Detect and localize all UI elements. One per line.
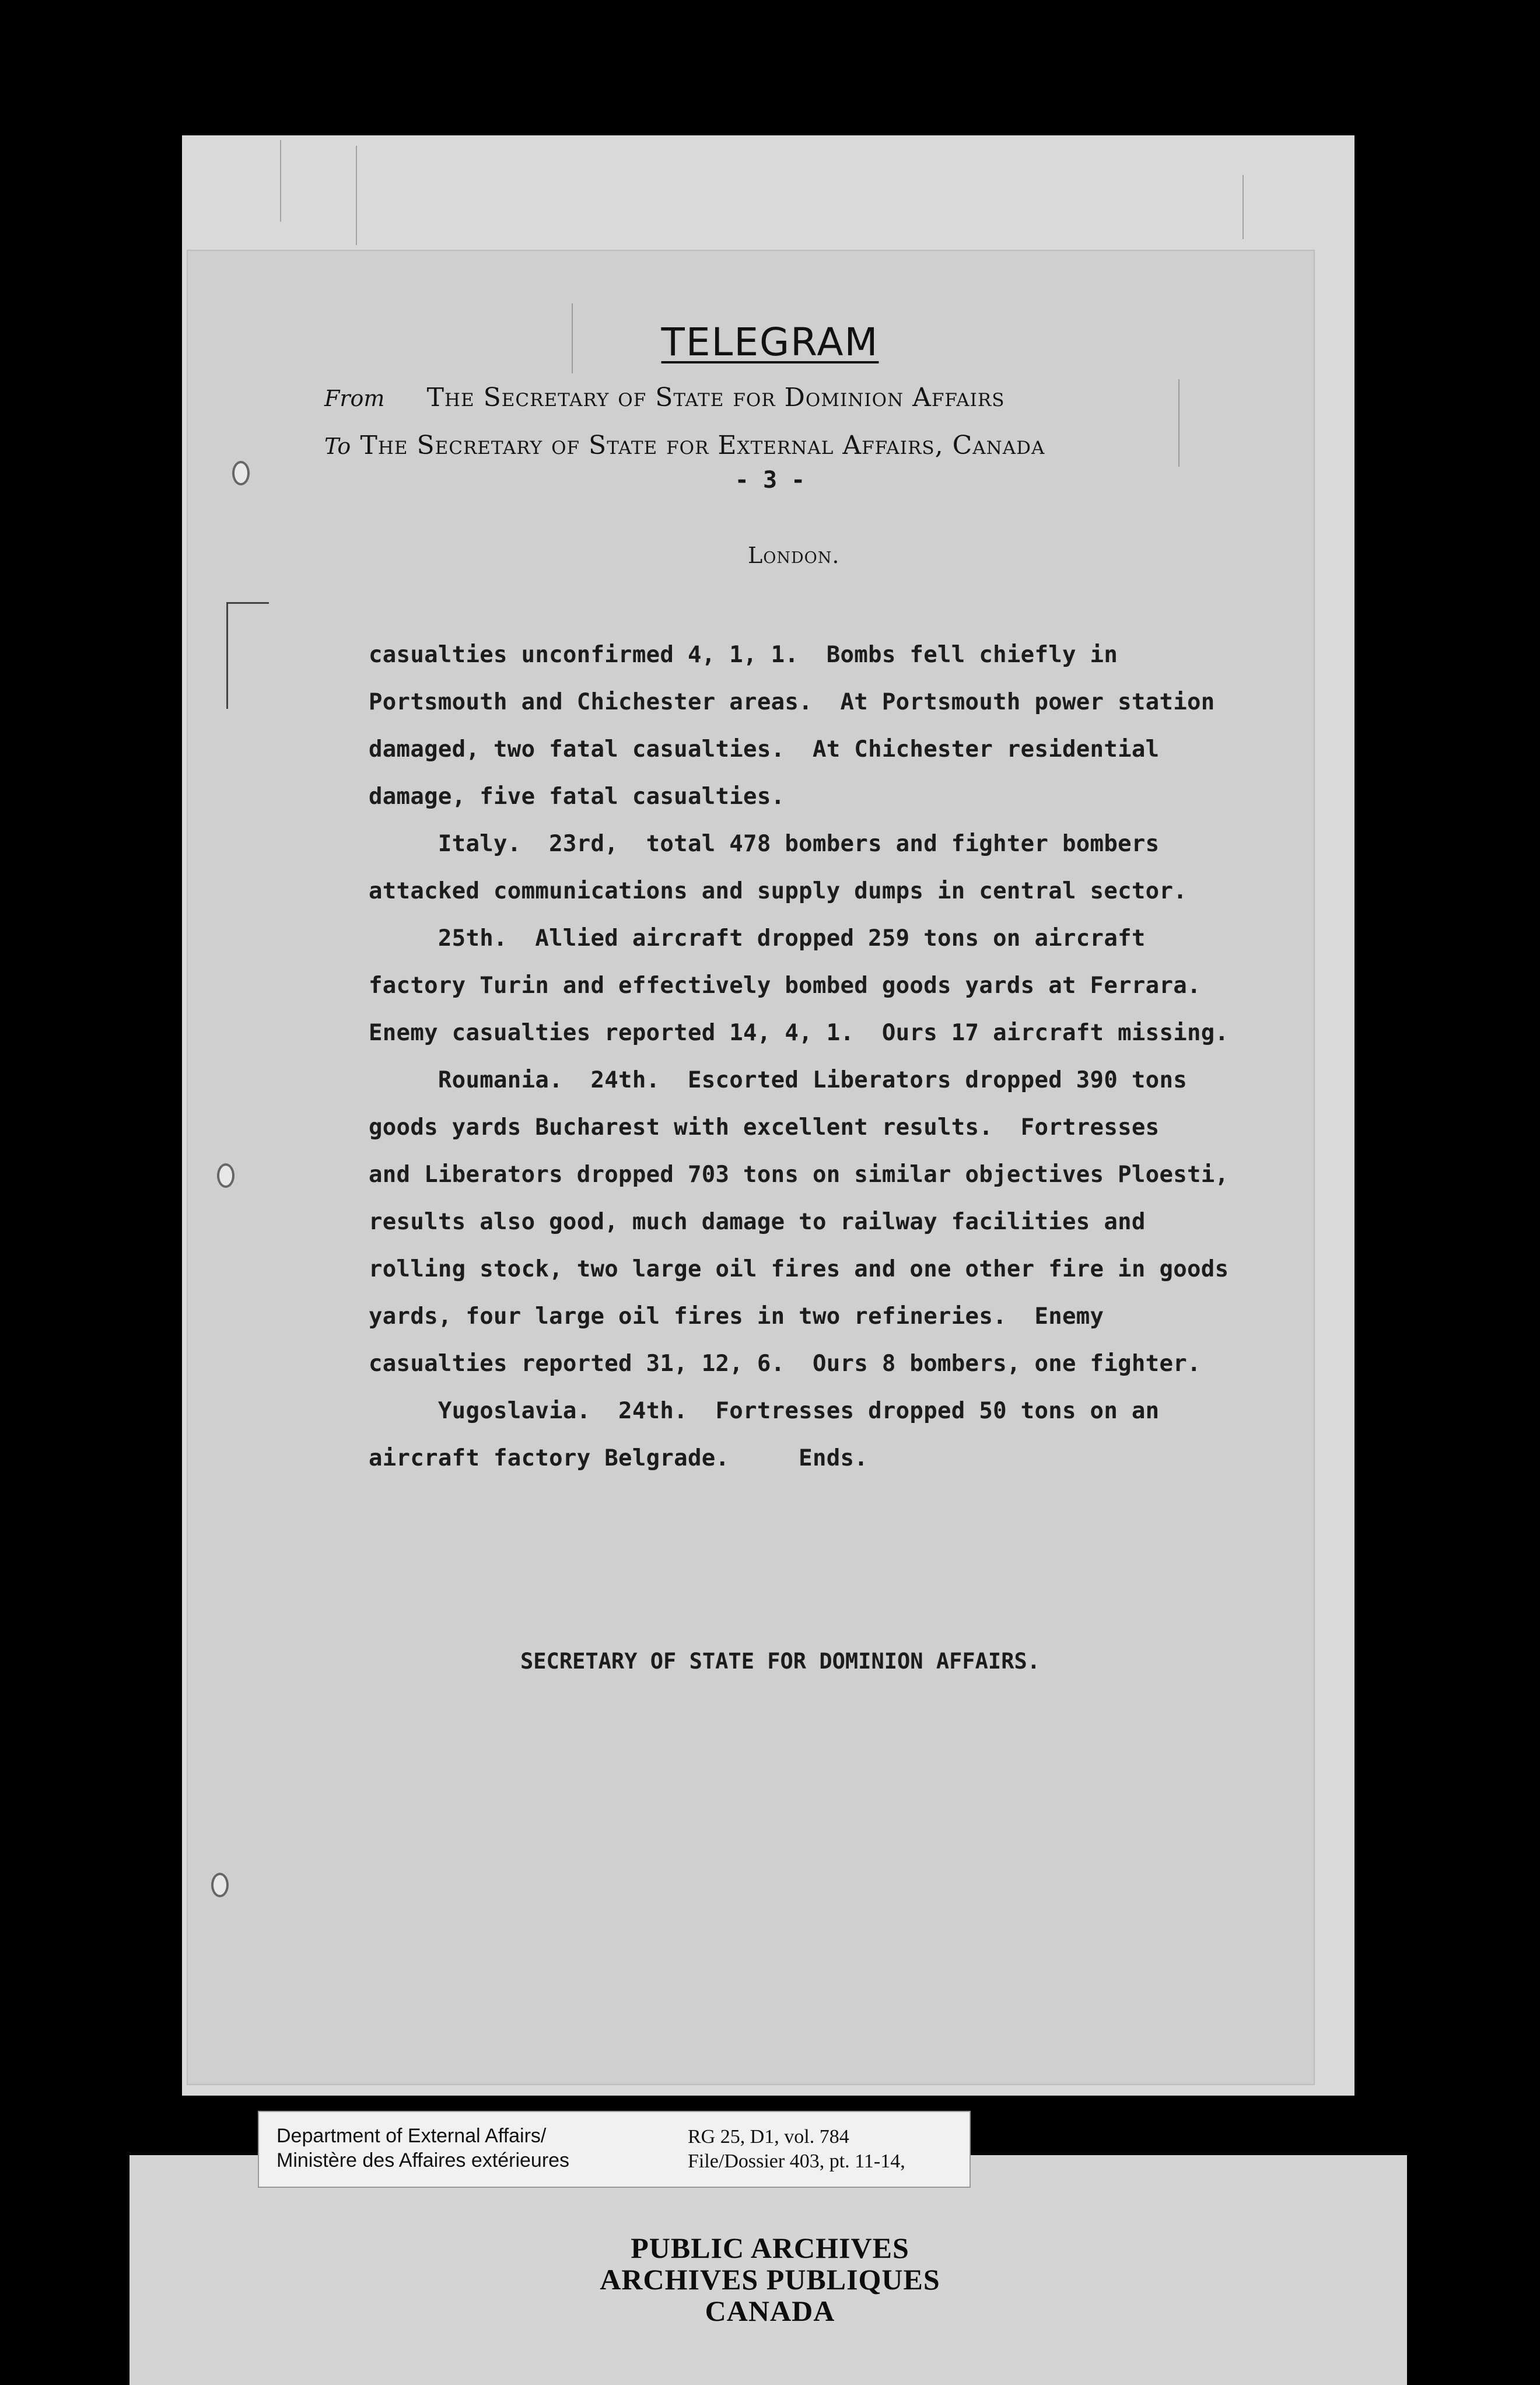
- telegram-title: [0, 320, 1540, 365]
- body-line: rolling stock, two large oil fires and one other fire in goods: [369, 1256, 1229, 1282]
- signature-line: SECRETARY OF STATE FOR DOMINION AFFAIRS.: [520, 1649, 1041, 1674]
- body-line: Yugoslavia. 24th. Fortresses dropped 50 tons on an: [369, 1398, 1160, 1424]
- to-label: To: [324, 433, 351, 459]
- record-group-line: RG 25, D1, vol. 784: [688, 2126, 849, 2148]
- telegram-title-text: TELEGRAM: [661, 320, 879, 365]
- archive-stamp-line-2: ARCHIVES PUBLIQUES: [600, 2263, 940, 2296]
- page-number: - 3 -: [734, 467, 806, 494]
- punch-hole: [211, 1873, 229, 1897]
- margin-bracket-mark: [226, 602, 269, 709]
- body-line: casualties unconfirmed 4, 1, 1. Bombs fell chiefly in: [369, 642, 1118, 668]
- body-line: damage, five fatal casualties.: [369, 784, 785, 810]
- body-line: goods yards Bucharest with excellent results. Fortresses: [369, 1114, 1160, 1141]
- to-line: [324, 431, 1045, 460]
- from-label: From: [324, 386, 385, 411]
- body-line: results also good, much damage to railway facilities and: [369, 1209, 1146, 1235]
- film-scratch: [1242, 175, 1244, 239]
- archive-stamp-line-1: PUBLIC ARCHIVES: [631, 2232, 909, 2264]
- punch-hole: [217, 1163, 235, 1188]
- body-line: Portsmouth and Chichester areas. At Portsmouth power station: [369, 689, 1215, 715]
- film-scratch: [356, 146, 357, 245]
- body-line: casualties reported 31, 12, 6. Ours 8 bombers, one fighter.: [369, 1351, 1201, 1377]
- body-line: 25th. Allied aircraft dropped 259 tons on aircraft: [369, 925, 1146, 952]
- film-scratch: [280, 140, 281, 222]
- body-line: damaged, two fatal casualties. At Chichester residential: [369, 736, 1160, 763]
- department-line-french: Ministère des Affaires extérieures: [276, 2149, 570, 2171]
- body-line: aircraft factory Belgrade. Ends.: [369, 1445, 869, 1471]
- film-scratch: [1178, 379, 1180, 467]
- file-reference: [688, 2125, 905, 2174]
- body-line: Roumania. 24th. Escorted Liberators dropped 390 tons: [369, 1067, 1188, 1093]
- body-line: Italy. 23rd, total 478 bombers and fighter bombers: [369, 831, 1160, 857]
- archive-reference-label: [258, 2111, 971, 2188]
- file-dossier-line: File/Dossier 403, pt. 11-14,: [688, 2150, 905, 2172]
- department-name: [276, 2124, 569, 2173]
- from-value: The Secretary of State for Dominion Affairs: [426, 383, 1005, 412]
- body-line: and Liberators dropped 703 tons on similar objectives Ploesti,: [369, 1162, 1229, 1188]
- archive-stamp-line-3: CANADA: [705, 2295, 835, 2327]
- body-line: yards, four large oil fires in two refineries. Enemy: [369, 1303, 1104, 1330]
- body-line: factory Turin and effectively bombed goods yards at Ferrara.: [369, 973, 1201, 999]
- to-value: The Secretary of State for External Affairs, Canada: [360, 431, 1045, 460]
- telegram-body: [369, 631, 1290, 1482]
- body-line: attacked communications and supply dumps in central sector.: [369, 878, 1188, 904]
- from-line: [324, 383, 1005, 412]
- department-line-english: Department of External Affairs/: [276, 2125, 547, 2147]
- place-line: London.: [748, 543, 840, 568]
- body-line: Enemy casualties reported 14, 4, 1. Ours 17 aircraft missing.: [369, 1020, 1229, 1046]
